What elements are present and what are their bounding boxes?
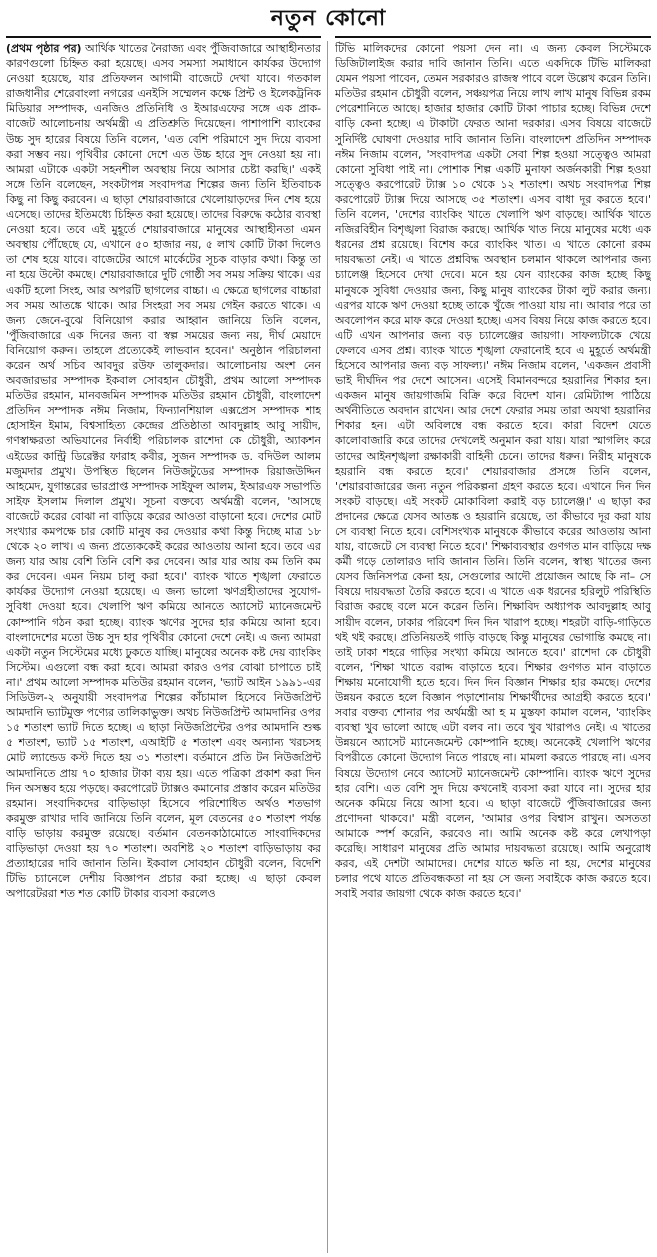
column-divider — [327, 41, 328, 1253]
column-left-paragraph — [6, 41, 321, 901]
headline-rule-right — [335, 36, 651, 38]
column-left-text: আর্থিক খাতের নৈরাজ্য এবং পুঁজিবাজারে আস্থাহীনতার কারণগুলো চিহ্নিত করা হয়েছে। এসব সমস্যা সমাধানে কার্যকর উদ্যোগ নেওয়া হয়েছে, যার প্রতিফলন আগামী বাজেটে দেখা যাবে। গতকাল রাজধানীর শেরেবাংলা নগরের এনইসি সম্মেলন কক্ষে প্রিন্ট ও ইলেকট্রনিক মিডিয়ার সম্পাদক, এনজিও প্রতিনিধি ও ইআরএফের সঙ্গে এক প্রাক-বাজেট আলোচনায় অর্থমন্ত্রী এ প্রতিশ্রুতি দিয়েছেন। পাশাপাশি ব্যাংকের উচ্চ সুদ হারের বিষয়ে তিনি বলেন, 'এত বেশি পরিমাণে সুদ দিয়ে ব্যবসা করা সম্ভব নয়। পৃথিবীর কোনো দেশে এত উচ্চ হারে সুদ নেওয়া হয় না। আমরা এটাকে একটা সহনশীল অবস্থায় নিয়ে আসার চেষ্টা করছি।' একই সঙ্গে তিনি বলেছেন, সংকটাপন্ন সংবাদপত্র শিল্পের জন্য তিনি ইতিবাচক কিছু না কিছু করবেন। এ ছাড়া শেয়ারবাজারে খেলোয়াড়দের দিন শেষ হয়ে এসেছে। তাদের ইতিমধ্যে চিহ্নিত করা হয়েছে। তাদের বিরুদ্ধে কঠোর ব্যবস্থা নেওয়া হবে। তবে এই মুহূর্তে শেয়ারবাজারে মানুষের আস্থাহীনতা এমন অবস্থায় পৌঁছেছে যে, এখানে ৫০ হাজার নয়, ৫ লাখ কোটি টাকা দিলেও তা শেষ হয়ে যাবে। বাজেটের আগে মার্কেটের সূচক বাড়ার কথা। কিন্তু তা না হয়ে উল্টো কমছে। শেয়ারবাজারে দুটি গোষ্ঠী সব সময় সক্রিয় থাকে। এর একটি হলো সিংহ, আর অপরটি ছাগলের বাচ্চা। এ ক্ষেত্রে ছাগলের বাচ্চারা সব সময় আতঙ্কে থাকে। আর সিংহরা সব সময় গেইন করতে থাকে। এ জন্য জেনে-বুঝে বিনিয়োগ করার আহ্বান জানিয়ে তিনি বলেন, 'পুঁজিবাজারে এক দিনের জন্য বা স্বল্প সময়ের জন্য নয়, দীর্ঘ মেয়াদে বিনিয়োগ করুন। তাহলে প্রত্যেকেই লাভবান হবেন।' অনুষ্ঠান পরিচালনা করেন অর্থ সচিব আবদুর রউফ তালুকদার। আলোচনায় অংশ নেন অবজারভার সম্পাদক ইকবাল সোবহান চৌধুরী, প্রথম আলো সম্পাদক মতিউর রহমান, মানবজমিন সম্পাদক মতিউর রহমান চৌধুরী, বাংলাদেশ প্রতিদিন সম্পাদক নঈম নিজাম, ফিন্যানশিয়াল এক্সপ্রেস সম্পাদক শাহ হোসাইন ইমাম, বিশ্বসাহিত্য কেন্দ্রের প্রতিষ্ঠাতা আবদুল্লাহ আবু সায়ীদ, গণস্বাক্ষরতা অভিযানের নির্বাহী পরিচালক রাশেদা কে চৌধুরী, অ্যাকশন এইডের কান্ট্রি ডিরেক্টর ফারাহ কবীর, সুজন সম্পাদক ড. বদিউল আলম মজুমদার প্রমুখ। উপস্থিত ছিলেন নিউজটুডের সম্পাদক রিয়াজউদ্দিন আহমেদ, যুগান্তরের ভারপ্রাপ্ত সম্পাদক সাইফুল আলম, ইআরএফ সভাপতি সাইফ ইসলাম দিলাল প্রমুখ। সূচনা বক্তব্যে অর্থমন্ত্রী বলেন, 'আসছে বাজেটে করের বোঝা না বাড়িয়ে করের আওতা বাড়ানো হবে। দেশের মোট সংখ্যার কমপক্ষে চার কোটি মানুষ কর দেওয়ার কথা কিন্তু দিচ্ছে মাত্র ১৮ থেকে ২০ লাখ। এ জন্য প্রত্যেককেই করের আওতায় আনা হবে। তবে এর জন্য যার আয় বেশি তিনি বেশি কর দেবেন। আর যার আয় কম তিনি কম কর দেবেন। এমন নিয়ম চালু করা হবে।' ব্যাংক খাতে শৃঙ্খলা ফেরাতে কার্যকর উদ্যোগ নেওয়া হয়েছে। এ জন্য ভালো ঋণগ্রহীতাদের সুযোগ-সুবিধা দেওয়া হবে। খেলাপি ঋণ কমিয়ে আনতে অ্যাসেট ম্যানেজমেন্ট কোম্পানি গঠন করা হচ্ছে। ব্যাংক ঋণের সুদের হার কমিয়ে আনা হবে। বাংলাদেশের মতো উচ্চ সুদ হার পৃথিবীর কোনো দেশে নেই। এ জন্য আমরা একটা নতুন সিস্টেমের মধ্যে ঢুকতে যাচ্ছি। মানুষের অনেক কষ্ট দেয় ব্যাংকিং সিস্টেম। এগুলো বন্ধ করা হবে। আমরা কারও ওপর বোঝা চাপাতে চাই না।' প্রথম আলো সম্পাদক মতিউর রহমান বলেন, 'ভ্যাট আইন ১৯৯১-এর সিডিউল-২ অনুযায়ী সংবাদপত্র শিল্পের কাঁচামাল হিসেবে নিউজপ্রিন্ট আমদানি ভ্যাটমুক্ত পণ্যের তালিকাভুক্ত। অথচ নিউজপ্রিন্ট আমদানির ওপর ১৫ শতাংশ ভ্যাট দিতে হচ্ছে। এ ছাড়া নিউজপ্রিন্টের ওপর আমদানি শুল্ক ৫ শতাংশ, ভ্যাট ১৫ শতাংশ, এআইটি ৫ শতাংশ এবং অন্যান্য খরচসহ মোট ল্যান্ডেড কস্ট দিতে হয় ৩১ শতাংশ। বর্তমানে প্রতি টন নিউজপ্রিন্ট আমদানিতে প্রায় ৭০ হাজার টাকা ব্যয় হয়। এতে পত্রিকা প্রকাশ করা দিন দিন অসম্ভব হয়ে পড়ছে। করপোরেট ট্যাক্সও কমানোর প্রস্তাব করেন মতিউর রহমান। সংবাদিকদের বাড়িভাড়া হিসেবে পরিশোধিত অর্থও শতভাগ করমুক্ত রাখার দাবি জানিয়ে তিনি বলেন, মূল বেতনের ৫০ শতাংশ পর্যন্ত বাড়ি ভাড়ায় করমুক্ত রয়েছে। বর্তমান বেতনকাঠামোতে সাংবাদিকদের বাড়িভাড়া দেওয়া হয় ৭০ শতাংশ। অবশিষ্ট ২০ শতাংশ বাড়িভাড়ায় কর প্রত্যাহারের দাবি জানান তিনি। ইকবাল সোবহান চৌধুরী বলেন, বিদেশি টিভি চ্যানেলে দেশীয় বিজ্ঞাপন প্রচার করা হচ্ছে। এ ছাড়া কেবল অপারেটররা শত শত কোটি টাকার ব্যবসা করলেও — [6, 42, 321, 901]
headline-rule-left — [6, 36, 321, 38]
column-right-text: টিভি মালিকদের কোনো পয়সা দেন না। এ জন্য কেবল সিস্টেমকে ডিজিটালাইজ করার দাবি জানান তিনি। এতে একদিকে টিভি মালিকরা যেমন পয়সা পাবেন, তেমন সরকারও রাজস্ব পাবে বলে উল্লেখ করেন তিনি। মতিউর রহমান চৌধুরী বলেন, সঞ্চয়পত্র নিয়ে লাখ লাখ মানুষ বিভিন্ন রকম পেরেশানিতে আছে। হাজার হাজার কোটি টাকা পাচার হচ্ছে। বিভিন্ন দেশে বাড়ি কেনা হচ্ছে। এ টাকাটা ফেরত আনা দরকার। এসব বিষয়ে বাজেটে সুনির্দিষ্ট ঘোষণা দেওয়ার দাবি জানান তিনি। বাংলাদেশ প্রতিদিন সম্পাদক নঈম নিজাম বলেন, 'সংবাদপত্র একটা সেবা শিল্প হওয়া সত্ত্বেও আমরা কোনো সুবিধা পাই না। পোশাক শিল্প একটি মুনাফা অর্জনকারী শিল্প হওয়া সত্ত্বেও করপোরেট ট্যাক্স ১০ থেকে ১২ শতাংশ। অথচ সংবাদপত্র শিল্প করপোরেট ট্যাক্স দিয়ে আসছে ৩৫ শতাংশ। এসব বাধা দূর করতে হবে।' তিনি বলেন, 'দেশের ব্যাংকিং খাতে খেলাপি ঋণ বাড়ছে। আর্থিক খাতে নজিরবিহীন বিশৃঙ্খলা বিরাজ করছে। আর্থিক খাত নিয়ে মানুষের মধ্যে এক ধরনের প্রশ্ন রয়েছে। বিশেষ করে ব্যাংকিং খাত। এ খাতে কোনো রকম দায়বদ্ধতা নেই। এ খাতে প্রশ্নবিদ্ধ অবস্থান চলমান থাকলে আপনার জন্য চ্যালেঞ্জ হিসেবে দেখা দেবে। মনে হয় যেন ব্যাংকের কাজ হচ্ছে কিছু মানুষকে সুবিধা দেওয়ার জন্য, কিছু মানুষ ব্যাংকের টাকা লুট করার জন্য। এরপর যাকে ঋণ দেওয়া হচ্ছে তাকে খুঁজে পাওয়া যায় না। আবার পরে তা অবলোপন করে মাফ করে দেওয়া হচ্ছে। এসব বিষয় নিয়ে কাজ করতে হবে। এটি এখন আপনার জন্য বড় চ্যালেঞ্জের জায়গা। সাফল্যটাকে খেয়ে ফেলবে এসব প্রশ্ন। ব্যাংক খাতে শৃঙ্খলা ফেরানোই হবে এ মুহূর্তে অর্থমন্ত্রী হিসেবে আপনার জন্য বড় সাফল্য।' নঈম নিজাম বলেন, 'একজন প্রবাসী ভাই দীর্ঘদিন পর দেশে আসেন। এসেই বিমানবন্দরে হয়রানির শিকার হন। একজন মানুষ জায়গাজমি বিক্রি করে বিদেশ যান। রেমিট্যান্স পাঠিয়ে অর্থনীতিতে অবদান রাখেন। আর দেশে ফেরার সময় তারা অযথা হয়রানির শিকার হন। এটা অবিলম্বে বন্ধ করতে হবে। কারা বিদেশ যেতে কালোবাজারি করে তাদের দেখলেই অনুমান করা যায়। যারা স্মাগলিং করে তাদের আইনশৃঙ্খলা রক্ষাকারী বাহিনী চেনে। তাদের ধরুন। নিরীহ মানুষকে হয়রানি বন্ধ করতে হবে।' শেয়ারবাজার প্রসঙ্গে তিনি বলেন, 'শেয়ারবাজারের জন্য নতুন পরিকল্পনা গ্রহণ করতে হবে। এখানে দিন দিন সংকট বাড়ছে। এই সংকট মোকাবিলা করাই বড় চ্যালেঞ্জ।' এ ছাড়া কর প্রদানের ক্ষেত্রে যেসব আতঙ্ক ও হয়রানি রয়েছে, তা কীভাবে দূর করা যায় সে ব্যবস্থা নিতে হবে। বেশিসংখ্যক মানুষকে কীভাবে করের আওতায় আনা যায়, বাজেটে সে ব্যবস্থা নিতে হবে।' শিক্ষাব্যবস্থার গুণগত মান বাড়িয়ে দক্ষ কর্মী গড়ে তোলারও দাবি জানান তিনি। তিনি বলেন, স্বাস্থ্য খাতের জন্য যেসব জিনিসপত্র কেনা হয়, সেগুলোর আদৌ প্রয়োজন আছে কি না– সে বিষয়ে দায়বদ্ধতা তৈরি করতে হবে। এ খাতে এক ধরনের হরিলুট পরিস্থিতি বিরাজ করছে বলে মনে করেন তিনি। শিক্ষাবিদ অধ্যাপক আবদুল্লাহ আবু সায়ীদ বলেন, ঢাকার পরিবেশ দিন দিন খারাপ হচ্ছে। শহরটা বাড়ি-গাড়িতে থই থই করছে। প্রতিনিয়তই গাড়ি বাড়ছে কিন্তু মানুষের ভোগান্তি কমছে না। তাই ঢাকা শহরে গাড়ির সংখ্যা কমিয়ে আনতে হবে।' রাশেদা কে চৌধুরী বলেন, 'শিক্ষা খাতে বরাদ্দ বাড়াতে হবে। শিক্ষার গুণগত মান বাড়াতে শিক্ষায় মনোযোগী হতে হবে। দিন দিন বিজ্ঞান শিক্ষার হার কমছে। দেশের উন্নয়ন করতে হলে বিজ্ঞান পড়াশোনায় শিক্ষার্থীদের আগ্রহী করতে হবে।' সবার বক্তব্য শোনার পর অর্থমন্ত্রী আ হ ম মুস্তফা কামাল বলেন, 'ব্যাংকিং ব্যবস্থা খুব ভালো আছে এটা বলব না। তবে খুব খারাপও নেই। এ খাতের উন্নয়নে অ্যাসেট ম্যানেজমেন্ট কোম্পানি হচ্ছে। অনেকেই খেলাপি ঋণের বিপরীতে কোনো উদ্যোগ নিতে পারছে না। মামলা করতে পারছে না। এসব বিষয়ে উদ্যোগ নেবে অ্যাসেট ম্যানেজমেন্ট কোম্পানি। ব্যাংক ঋণে সুদের হার বেশি। এত বেশি সুদ দিয়ে কখনোই ব্যবসা করা যাবে না। সুদের হার অনেক কমিয়ে নিয়ে আসা হবে। এ ছাড়া বাজেটে পুঁজিবাজারের জন্য প্রণোদনা থাকবে।' মন্ত্রী বলেন, 'আমার ওপর বিশ্বাস রাখুন। অসততা আমাকে স্পর্শ করেনি, করবেও না। আমি অনেক কষ্ট করে লেখাপড়া করেছি। সাধারণ মানুষের প্রতি আমার দায়বদ্ধতা রয়েছে। আমি অনুরোধ করব, এই দেশটা আমাদের। দেশের যাতে ক্ষতি না হয়, দেশের মানুষের চলার পথে যাতে প্রতিবন্ধকতা না হয় সে জন্য সবাইকে কাজ করতে হবে। সবাই সবার জায়গা থেকে কাজ করতে হবে।' — [335, 42, 651, 901]
article-column-right — [335, 41, 651, 1253]
article-column-left — [6, 41, 321, 1253]
continuation-label: (প্রথম পৃষ্ঠার পর) — [6, 42, 82, 55]
article-headline: নতুন কোনো — [270, 5, 387, 31]
